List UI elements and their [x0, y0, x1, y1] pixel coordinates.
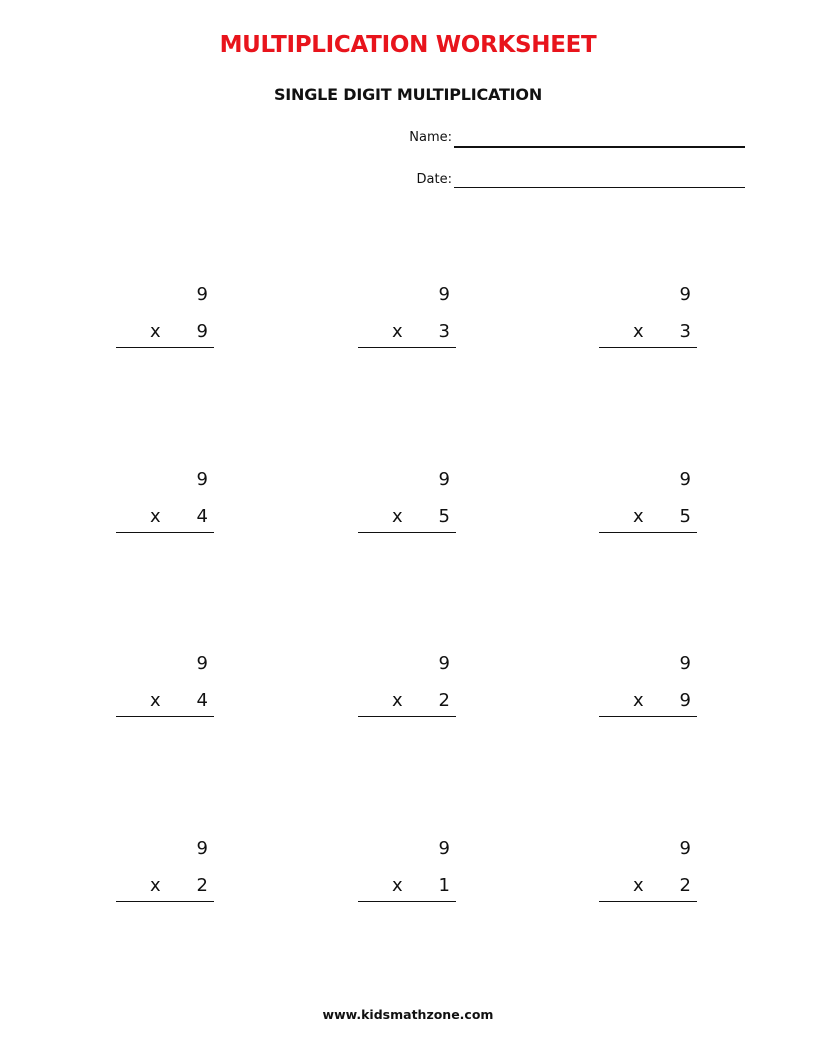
name-input-line[interactable] [454, 146, 745, 148]
multiplier: 5 [679, 506, 691, 527]
answer-line[interactable] [599, 347, 697, 348]
multiplicand: 9 [196, 653, 208, 674]
problem-6 [599, 470, 697, 540]
problem-10 [116, 839, 214, 909]
multiply-operator: x [150, 690, 161, 711]
multiply-operator: x [392, 506, 403, 527]
multiply-operator: x [633, 690, 644, 711]
answer-line[interactable] [599, 901, 697, 902]
multiply-operator: x [150, 506, 161, 527]
name-label: Name: [409, 130, 452, 145]
answer-line[interactable] [116, 716, 214, 717]
multiplier: 3 [679, 321, 691, 342]
footer-website: www.kidsmathzone.com [322, 1007, 494, 1022]
multiplicand: 9 [438, 653, 450, 674]
multiplier: 9 [679, 690, 691, 711]
multiplicand: 9 [196, 469, 208, 490]
problem-8 [358, 654, 456, 724]
answer-line[interactable] [358, 347, 456, 348]
multiplicand: 9 [196, 838, 208, 859]
multiply-operator: x [150, 875, 161, 896]
multiplicand: 9 [679, 469, 691, 490]
problem-12 [599, 839, 697, 909]
multiply-operator: x [150, 321, 161, 342]
multiplicand: 9 [438, 469, 450, 490]
date-input-line[interactable] [454, 187, 745, 188]
name-field[interactable] [0, 130, 816, 150]
multiplier: 2 [679, 875, 691, 896]
multiply-operator: x [633, 506, 644, 527]
problem-9 [599, 654, 697, 724]
answer-line[interactable] [358, 901, 456, 902]
multiplier: 2 [196, 875, 208, 896]
date-label: Date: [416, 172, 452, 187]
multiplier: 4 [196, 506, 208, 527]
worksheet-subtitle: SINGLE DIGIT MULTIPLICATION [273, 85, 543, 104]
problem-7 [116, 654, 214, 724]
multiplier: 5 [438, 506, 450, 527]
multiplier: 4 [196, 690, 208, 711]
problem-11 [358, 839, 456, 909]
multiply-operator: x [392, 321, 403, 342]
multiplicand: 9 [679, 284, 691, 305]
multiplicand: 9 [679, 838, 691, 859]
multiplicand: 9 [196, 284, 208, 305]
multiplicand: 9 [438, 284, 450, 305]
answer-line[interactable] [599, 716, 697, 717]
multiply-operator: x [633, 875, 644, 896]
answer-line[interactable] [599, 532, 697, 533]
answer-line[interactable] [116, 901, 214, 902]
multiplicand: 9 [438, 838, 450, 859]
answer-line[interactable] [358, 716, 456, 717]
date-field[interactable] [0, 172, 816, 192]
problem-3 [599, 285, 697, 355]
problem-2 [358, 285, 456, 355]
multiplicand: 9 [679, 653, 691, 674]
problem-1 [116, 285, 214, 355]
multiply-operator: x [392, 875, 403, 896]
problem-5 [358, 470, 456, 540]
multiplier: 9 [196, 321, 208, 342]
multiplier: 1 [438, 875, 450, 896]
problem-4 [116, 470, 214, 540]
worksheet-title: MULTIPLICATION WORKSHEET [219, 32, 597, 58]
answer-line[interactable] [358, 532, 456, 533]
multiply-operator: x [392, 690, 403, 711]
multiplier: 2 [438, 690, 450, 711]
multiply-operator: x [633, 321, 644, 342]
answer-line[interactable] [116, 347, 214, 348]
multiplier: 3 [438, 321, 450, 342]
answer-line[interactable] [116, 532, 214, 533]
